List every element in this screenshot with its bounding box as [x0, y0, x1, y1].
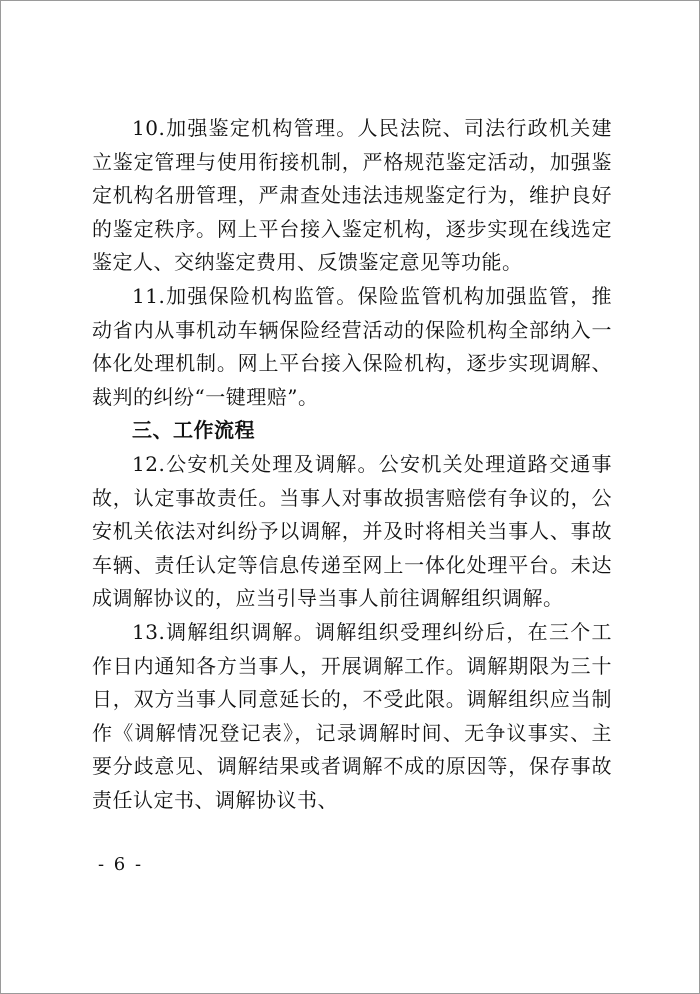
document-body — [92, 112, 612, 817]
page-number: - 6 - — [98, 854, 144, 875]
paragraph-10-appraisal-management: 10.加强鉴定机构管理。人民法院、司法行政机关建立鉴定管理与使用衔接机制，严格规范鉴定活动，加强鉴定机构名册管理，严肃查处违法违规鉴定行为，维护良好的鉴定秩序。网上平台接入鉴定机构，逐步实现在线选定鉴定人、交纳鉴定费用、反馈鉴定意见等功能。 — [92, 116, 612, 275]
paragraph-11-insurance-supervision: 11.加强保险机构监管。保险监管机构加强监管，推动省内从事机动车辆保险经营活动的保险机构全部纳入一体化处理机制。网上平台接入保险机构，逐步实现调解、裁判的纠纷“一键理赔”。 — [92, 283, 612, 409]
paragraph-12-police-mediation: 12.公安机关处理及调解。公安机关处理道路交通事故，认定事故责任。当事人对事故损害赔偿有争议的，公安机关依法对纠纷予以调解，并及时将相关当事人、事故车辆、责任认定等信息传递至网上一体化处理平台。未达成调解协议的，应当引导当事人前往调解组织调解。 — [92, 451, 612, 611]
section-heading-workflow: 三、工作流程 — [132, 418, 255, 443]
paragraph-13-mediation-organization: 13.调解组织调解。调解组织受理纠纷后，在三个工作日内通知各方当事人，开展调解工作。调解期限为三十日，双方当事人同意延长的，不受此限。调解组织应当制作《调解情况登记表》，记录调解时间、无争议事实、主要分歧意见、调解结果或者调解不成的原因等，保存事故责任认定书、调解协议书、 — [92, 619, 612, 812]
